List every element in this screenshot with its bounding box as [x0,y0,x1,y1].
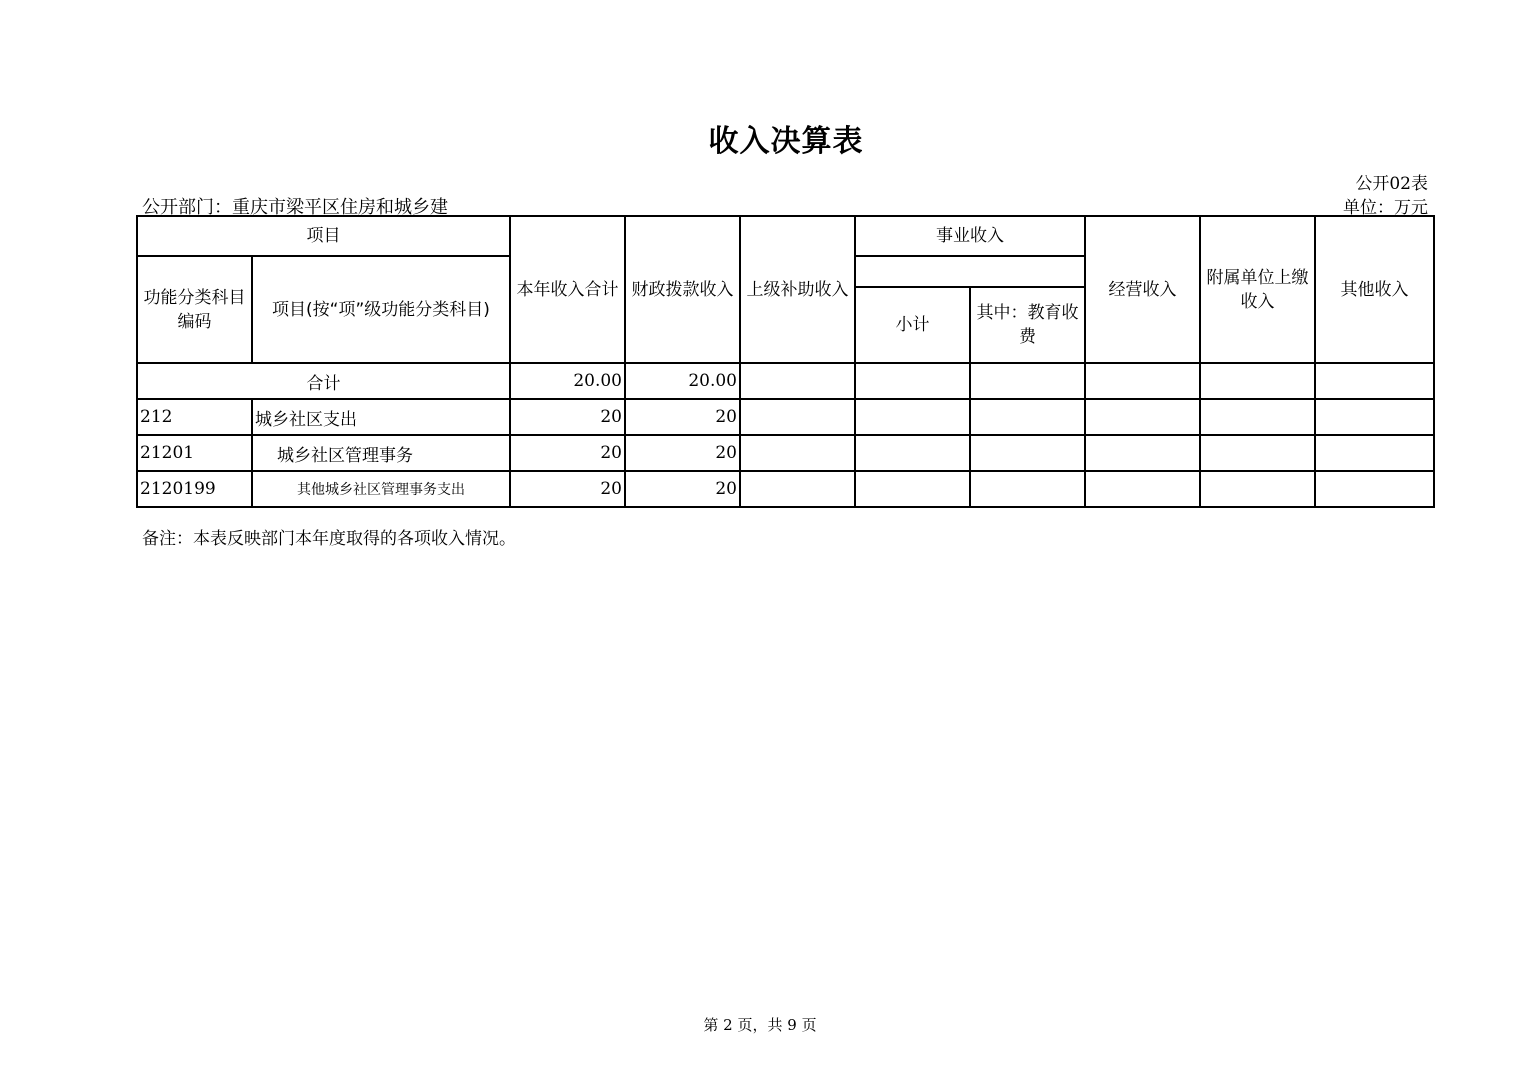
header-total: 本年收入合计 [510,216,625,363]
table-note: 备注：本表反映部门本年度取得的各项收入情况。 [142,529,516,549]
row-total: 20 [510,399,625,435]
report-title: 收入决算表 [708,124,864,159]
total-row [137,363,1434,399]
department-label: 公开部门：重庆市梁平区住房和城乡建 [142,197,448,218]
row-fiscal: 20 [625,399,740,435]
header-superior: 上级补助收入 [740,216,855,363]
row-code: 2120199 [137,471,252,507]
form-number: 公开02表 [1355,174,1428,194]
income-table [136,215,1435,508]
total-label: 合计 [137,363,510,399]
unit-label: 单位：万元 [1343,198,1428,218]
row-name: 城乡社区管理事务 [252,435,510,471]
row-total: 20 [510,471,625,507]
header-edu-fee: 其中：教育收费 [970,287,1085,363]
header-affiliated: 附属单位上缴收入 [1200,216,1315,363]
row-fiscal: 20 [625,471,740,507]
table-row [137,399,1434,435]
row-code: 212 [137,399,252,435]
row-code: 21201 [137,435,252,471]
header-business: 事业收入 [855,216,1085,256]
row-name: 城乡社区支出 [252,399,510,435]
header-fiscal: 财政拨款收入 [625,216,740,363]
header-item-name: 项目(按“项”级功能分类科目) [252,256,510,363]
header-operating: 经营收入 [1085,216,1200,363]
table-row [137,471,1434,507]
total-amount: 20.00 [510,363,625,399]
header-project: 项目 [137,216,510,256]
header-other: 其他收入 [1315,216,1434,363]
header-func-code: 功能分类科目编码 [137,256,252,363]
header-subtotal: 小计 [855,287,970,363]
row-name: 其他城乡社区管理事务支出 [252,471,510,507]
row-fiscal: 20 [625,435,740,471]
row-total: 20 [510,435,625,471]
page-footer: 第 2 页，共 9 页 [703,1016,817,1034]
table-row [137,435,1434,471]
total-fiscal: 20.00 [625,363,740,399]
